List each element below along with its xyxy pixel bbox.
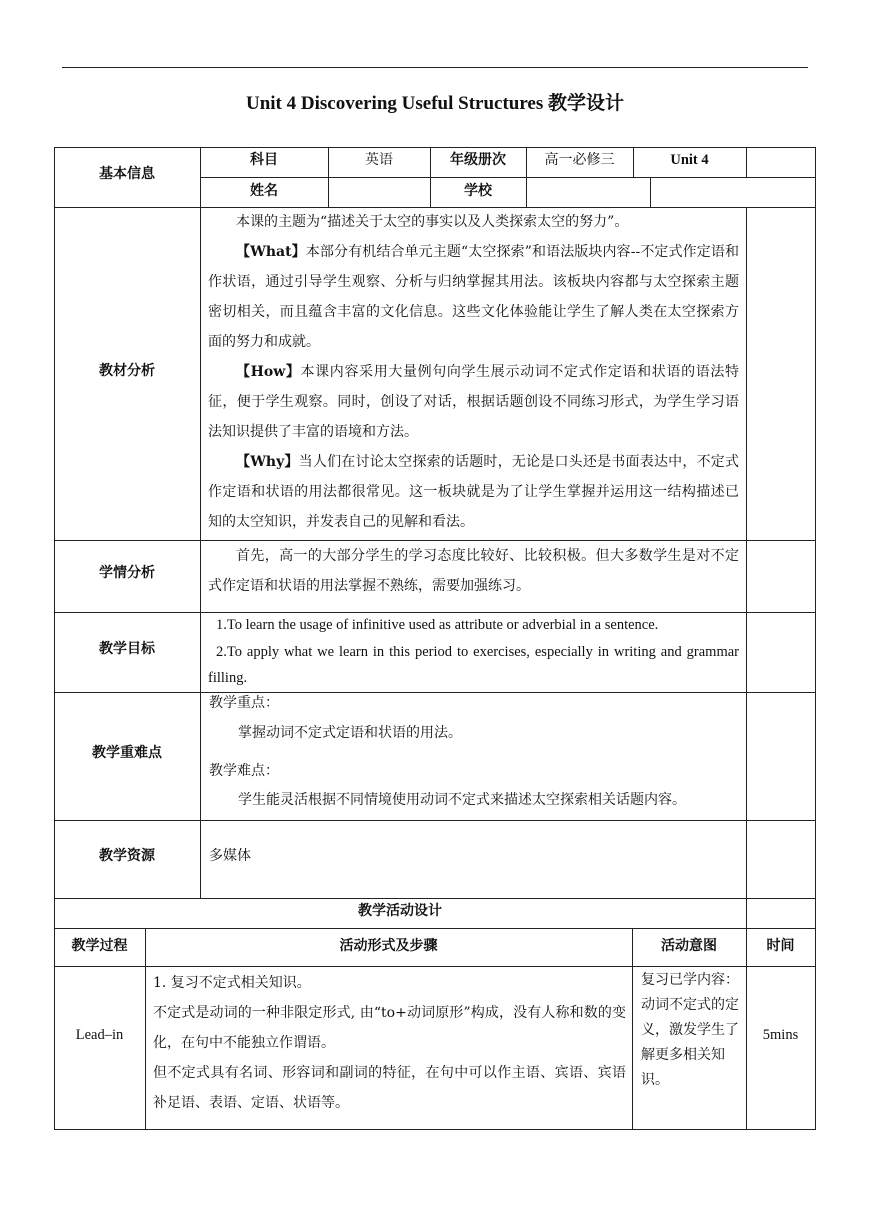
how-text: 本课内容采用大量例句向学生展示动词不定式作定语和状语的语法特征，便于学生观察。同时，创设了对话，根据话题创设不同练习形式，为学生学习语法知识提供了丰富的语境和方法。 — [208, 364, 739, 440]
header-time: 时间 — [766, 938, 795, 954]
table-border — [200, 177, 816, 178]
focus-text: 掌握动词不定式定语和状语的用法。 — [238, 725, 462, 741]
what-text: 本部分有机结合单元主题“太空探索”和语法版块内容--不定式作定语和作状语，通过引导学生观察、分析与归纳掌握其用法。该板块内容都与太空探索主题密切相关，而且蕴含丰富的文化信息。这些文化体验能让学生了解人类在太空探索方面的努力和成就。 — [208, 244, 739, 350]
material-p4 — [208, 447, 739, 537]
material-p1: 本课的主题为“描述关于太空的事实以及人类探索太空的努力”。 — [236, 214, 629, 230]
resources-value: 多媒体 — [209, 848, 251, 864]
lead-in-intent: 复习已学内容：动词不定式的定义，激发学生了解更多相关知识。 — [641, 972, 739, 1088]
table-border — [200, 147, 201, 898]
name-label: 姓名 — [250, 183, 278, 199]
why-tag: 【Why】 — [236, 454, 299, 470]
table-border — [746, 898, 747, 928]
what-tag: 【What】 — [236, 244, 306, 260]
grade-value: 高一必修三 — [544, 152, 615, 168]
table-border — [54, 147, 816, 148]
table-border — [650, 177, 651, 207]
table-border — [632, 928, 633, 1129]
student-analysis-label: 学情分析 — [99, 565, 155, 581]
lead-in-time: 5mins — [762, 1027, 799, 1043]
material-p3 — [208, 357, 739, 447]
header-rule — [62, 67, 808, 68]
objective-2: 2.To apply what we learn in this period to exercises, especially in writing and grammar filling. — [208, 644, 739, 686]
header-steps: 活动形式及步骤 — [339, 938, 438, 954]
key-points-label: 教学重难点 — [92, 745, 162, 761]
table-border — [54, 966, 816, 967]
step-1: 1. 复习不定式相关知识。 — [153, 975, 311, 991]
page-title: Unit 4 Discovering Useful Structures 教学设计 — [245, 93, 625, 114]
table-border — [54, 1129, 816, 1130]
grade-label: 年级册次 — [450, 152, 506, 168]
table-border — [746, 147, 747, 177]
activity-design-title: 教学活动设计 — [358, 903, 442, 919]
table-border — [54, 898, 816, 899]
how-tag: 【How】 — [236, 364, 301, 380]
objective-1: 1.To learn the usage of infinitive used as attribute or adverbial in a sentence. — [216, 617, 659, 633]
resources-label: 教学资源 — [99, 848, 155, 864]
subject-value: 英语 — [365, 152, 393, 168]
difficulty-text: 学生能灵活根据不同情境使用动词不定式来描述太空探索相关话题内容。 — [238, 792, 686, 808]
table-border — [54, 820, 816, 821]
table-border — [815, 147, 816, 1129]
why-text: 当人们在讨论太空探索的话题时，无论是口头还是书面表达中，不定式作定语和状语的用法都很常见。这一板块就是为了让学生掌握并运用这一结构描述已知的太空知识，并发表自己的见解和看法。 — [208, 454, 739, 530]
subject-label: 科目 — [250, 152, 278, 168]
focus-label: 教学重点： — [209, 695, 279, 711]
stage-lead-in: Lead–in — [75, 1027, 124, 1043]
objectives-label: 教学目标 — [99, 641, 155, 657]
table-border — [54, 147, 55, 1129]
table-border — [145, 928, 146, 1129]
header-intent: 活动意图 — [661, 938, 717, 954]
header-stage: 教学过程 — [71, 938, 128, 954]
table-border — [54, 692, 816, 693]
step-3: 但不定式具有名词、形容词和副词的特征，在句中可以作主语、宾语、宾语补足语、表语、定语、状语等。 — [153, 1065, 626, 1111]
difficulty-label: 教学难点： — [209, 763, 279, 779]
step-2: 不定式是动词的一种非限定形式, 由“to+动词原形”构成，没有人称和数的变化，在句中不能独立作谓语。 — [153, 1005, 626, 1051]
material-p2 — [208, 237, 739, 357]
lead-in-steps — [153, 968, 626, 1118]
basic-info-label: 基本信息 — [99, 166, 155, 182]
material-analysis-label: 教材分析 — [99, 363, 155, 379]
table-border — [54, 928, 816, 929]
table-border — [746, 207, 747, 898]
school-label: 学校 — [464, 183, 492, 199]
unit-value: Unit 4 — [670, 152, 709, 168]
material-analysis-text — [208, 207, 739, 537]
student-analysis-text: 首先，高一的大部分学生的学习态度比较好、比较积极。但大多数学生是对不定式作定语和状语的用法掌握不熟练，需要加强练习。 — [208, 548, 739, 594]
